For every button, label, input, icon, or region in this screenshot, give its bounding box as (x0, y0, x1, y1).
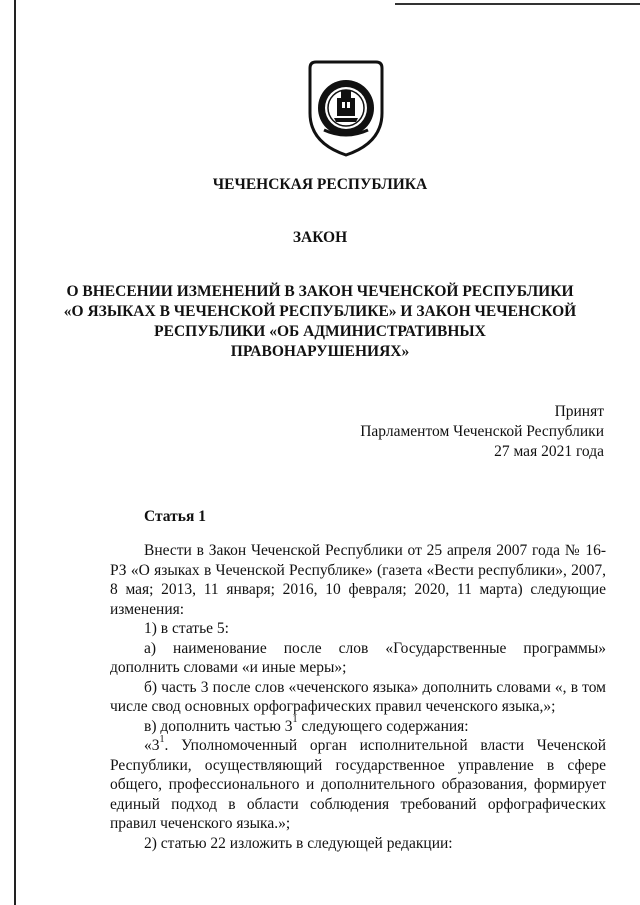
law-title-line: РЕСПУБЛИКИ «ОБ АДМИНИСТРАТИВНЫХ (154, 323, 486, 340)
paragraph: б) часть 3 после слов «чеченского языка» дополнить словами «, в том числе свод основных орфографических правил чеченского языка,»; (110, 678, 606, 715)
paragraph: 1) в статье 5: (144, 620, 229, 637)
scan-top-border (395, 3, 640, 5)
coat-of-arms-icon (304, 58, 388, 158)
republic-heading: ЧЕЧЕНСКАЯ РЕСПУБЛИКА (212, 176, 428, 193)
adopted-label: Принят (554, 403, 604, 420)
paragraph: Внести в Закон Чеченской Республики от 25 апреля 2007 года № 16-РЗ «О языках в Чеченской Республике» (газета «Вести республики», 2007, 8 мая; 2013, 11 января; 2016, 10 февраля; 2020, 11 марта) следующие изменения: (110, 542, 606, 618)
paragraph: 2) статью 22 изложить в следующей редакции: (144, 834, 453, 852)
adoption-info (360, 402, 604, 462)
paragraph: а) наименование после слов «Государственные программы» дополнить словами «и иные меры»; (110, 639, 606, 676)
law-title-line: ПРАВОНАРУШЕНИЯХ» (230, 343, 410, 360)
paragraph: в) дополнить частью $3^1$ следующего содержания: (144, 714, 469, 735)
article-heading: Статья 1 (144, 508, 206, 525)
article-body (110, 541, 606, 853)
law-title-line: «О ЯЗЫКАХ В ЧЕЧЕНСКОЙ РЕСПУБЛИКЕ» И ЗАКОН ЧЕЧЕНСКОЙ (63, 303, 577, 320)
law-title-line: О ВНЕСЕНИИ ИЗМЕНЕНИЙ В ЗАКОН ЧЕЧЕНСКОЙ РЕСПУБЛИКИ (66, 283, 574, 300)
document-type-heading: ЗАКОН (292, 229, 348, 246)
paragraph: «$3^1$. Уполномоченный орган исполнительной власти Чеченской Республики, осуществляющий государственное управление в сфере общего, профессионального и дополнительного образования, формирует единый подход в области соблюдения требований орфографических правил чеченского языка.»; (110, 733, 606, 832)
adopted-date: 27 мая 2021 года (494, 443, 604, 460)
scan-left-border (14, 0, 16, 905)
adopted-by: Парламентом Чеченской Республики (360, 423, 604, 440)
law-title (0, 282, 640, 362)
